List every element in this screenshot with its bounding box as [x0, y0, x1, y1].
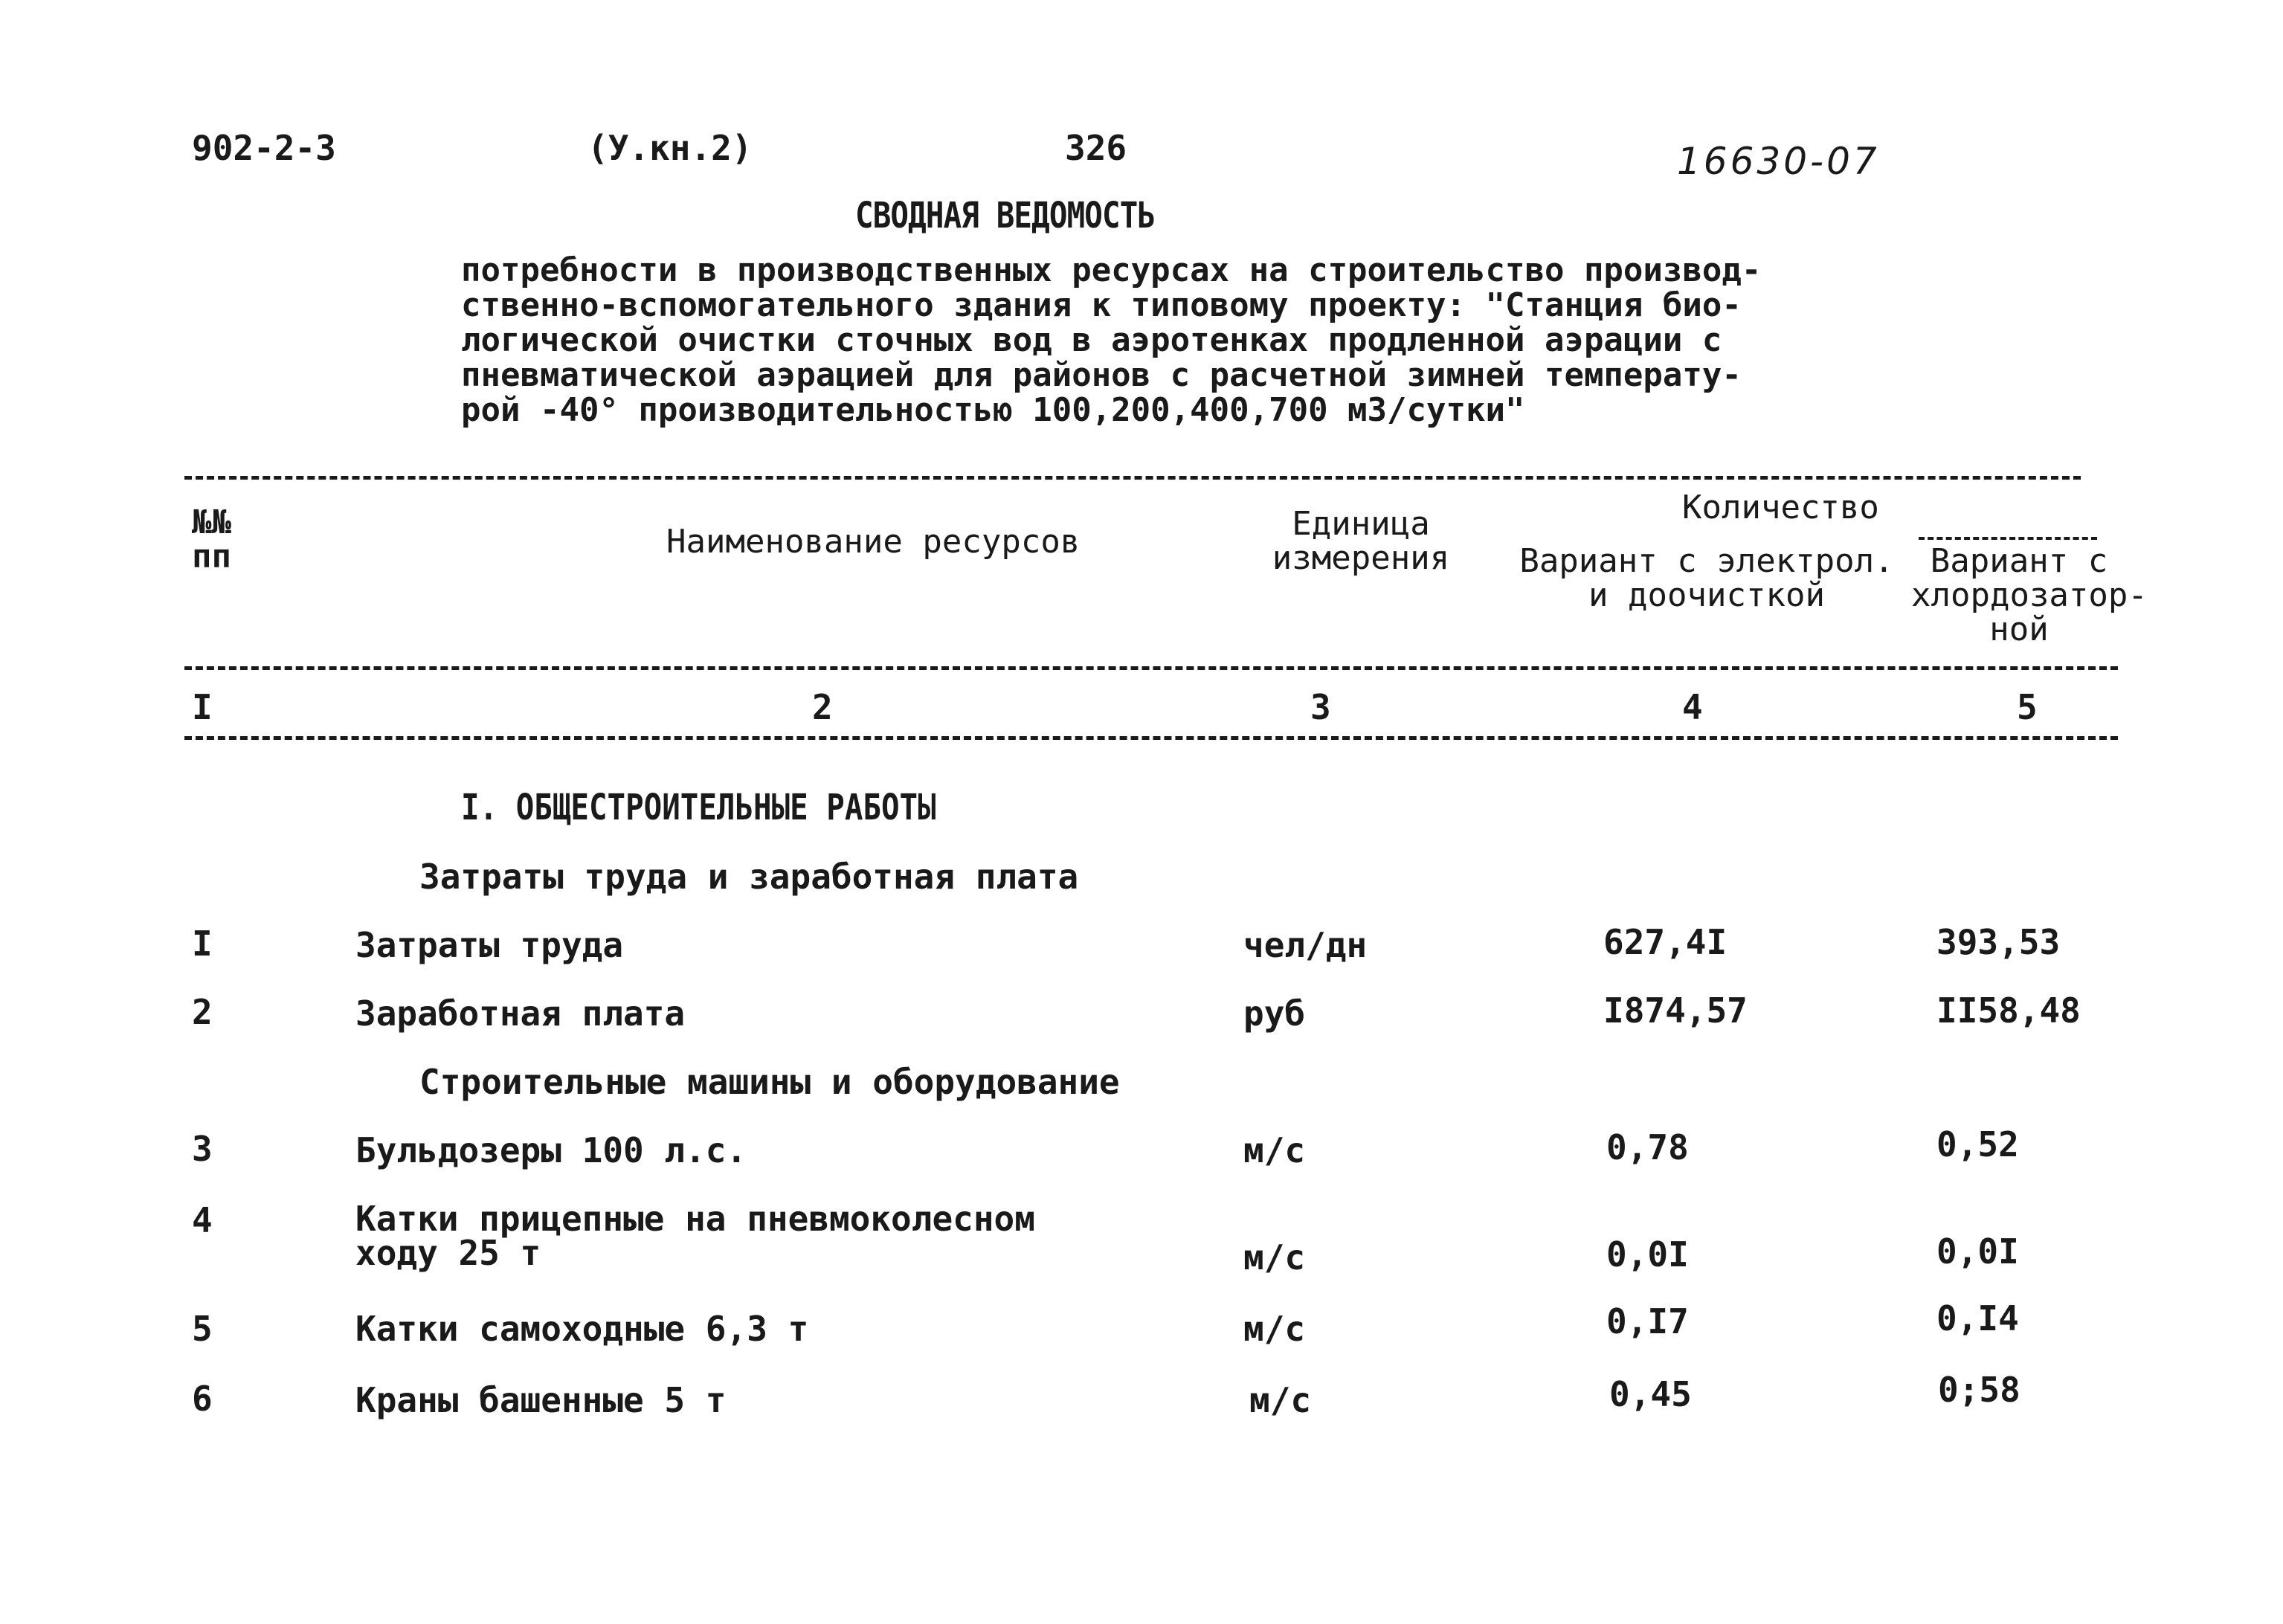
row-unit: м/с [1243, 1309, 1306, 1349]
header-num: №№ пп [192, 503, 231, 576]
row-value-variant1: 0,78 [1606, 1127, 1689, 1167]
row-value-variant1: I874,57 [1603, 990, 1748, 1031]
row-unit: м/с [1243, 1130, 1306, 1170]
row-num: 4 [192, 1200, 213, 1240]
row-value-variant1: 627,4I [1603, 922, 1727, 962]
document-subtitle [461, 253, 1761, 428]
row-name: Краны башенные 5 т [355, 1380, 727, 1420]
colnum-1: I [192, 687, 213, 727]
subsection-title: Затраты труда и заработная плата [419, 857, 1079, 897]
row-name: Катки самоходные 6,3 т [355, 1309, 809, 1349]
colnum-3: 3 [1310, 687, 1331, 727]
row-value-variant2: 0,I4 [1936, 1298, 2019, 1338]
row-value-variant2: 0,52 [1936, 1124, 2019, 1164]
subtitle-line: пневматической аэрацией для районов с расчетной зимней температу- [461, 356, 1742, 394]
handwritten-number: 16630-07 [1677, 140, 1880, 183]
row-unit: руб [1243, 993, 1306, 1034]
section-title: I. ОБЩЕСТРОИТЕЛЬНЫЕ РАБОТЫ [461, 787, 936, 828]
header-name: Наименование ресурсов [666, 523, 1081, 561]
subtitle-line: потребности в производственных ресурсах на строительство производ- [461, 251, 1762, 289]
row-num: 2 [192, 992, 213, 1032]
header-variant2: Вариант с хлордозатор- ной [1911, 542, 2148, 648]
volume-label: (У.кн.2) [587, 128, 753, 168]
row-unit: м/с [1243, 1237, 1306, 1277]
row-value-variant2: 393,53 [1936, 922, 2061, 962]
row-unit: чел/дн [1243, 925, 1368, 965]
header-variant1: Вариант с электрол. и доочисткой [1519, 542, 1894, 614]
subtitle-line: рой -40° производительностью 100,200,400,700 м3/сутки" [461, 391, 1525, 429]
header-bottom-rule [184, 666, 2118, 670]
row-value-variant1: 0,I7 [1606, 1301, 1689, 1341]
row-value-variant2: 0;58 [1938, 1370, 2020, 1410]
subtitle-line: ственно-вспомогательного здания к типовому проекту: "Станция био- [461, 286, 1742, 324]
header-unit: Единица измерения [1272, 505, 1450, 577]
row-value-variant2: 0,0I [1936, 1231, 2019, 1272]
header-quantity: Количество [1682, 489, 1879, 526]
row-num: 5 [192, 1309, 213, 1349]
colnum-5: 5 [2017, 687, 2038, 727]
row-value-variant1: 0,0I [1606, 1234, 1689, 1275]
colnum-2: 2 [812, 687, 833, 727]
row-num: 6 [192, 1379, 213, 1419]
document-code: 902-2-3 [192, 128, 336, 168]
row-name: Бульдозеры 100 л.с. [355, 1130, 747, 1170]
document-title: СВОДНАЯ ВЕДОМОСТЬ [855, 195, 1156, 236]
row-num: 3 [192, 1129, 213, 1169]
row-name: Заработная плата [355, 993, 686, 1034]
colnum-4: 4 [1682, 687, 1703, 727]
table-top-rule [184, 476, 2081, 480]
quantity-underline [1919, 537, 2097, 540]
row-value-variant2: II58,48 [1936, 990, 2081, 1031]
row-value-variant1: 0,45 [1609, 1374, 1692, 1414]
row-unit: м/с [1249, 1380, 1312, 1420]
row-name: Затраты труда [355, 925, 624, 965]
subsection-title: Строительные машины и оборудование [419, 1062, 1120, 1102]
colnum-bottom-rule [184, 736, 2118, 740]
page-number: 326 [1065, 128, 1127, 168]
subtitle-line: логической очистки сточных вод в аэротенках продленной аэрации с [461, 321, 1722, 359]
row-num: I [192, 924, 213, 964]
row-name: Катки прицепные на пневмоколесном ходу 25 т [355, 1199, 1035, 1273]
